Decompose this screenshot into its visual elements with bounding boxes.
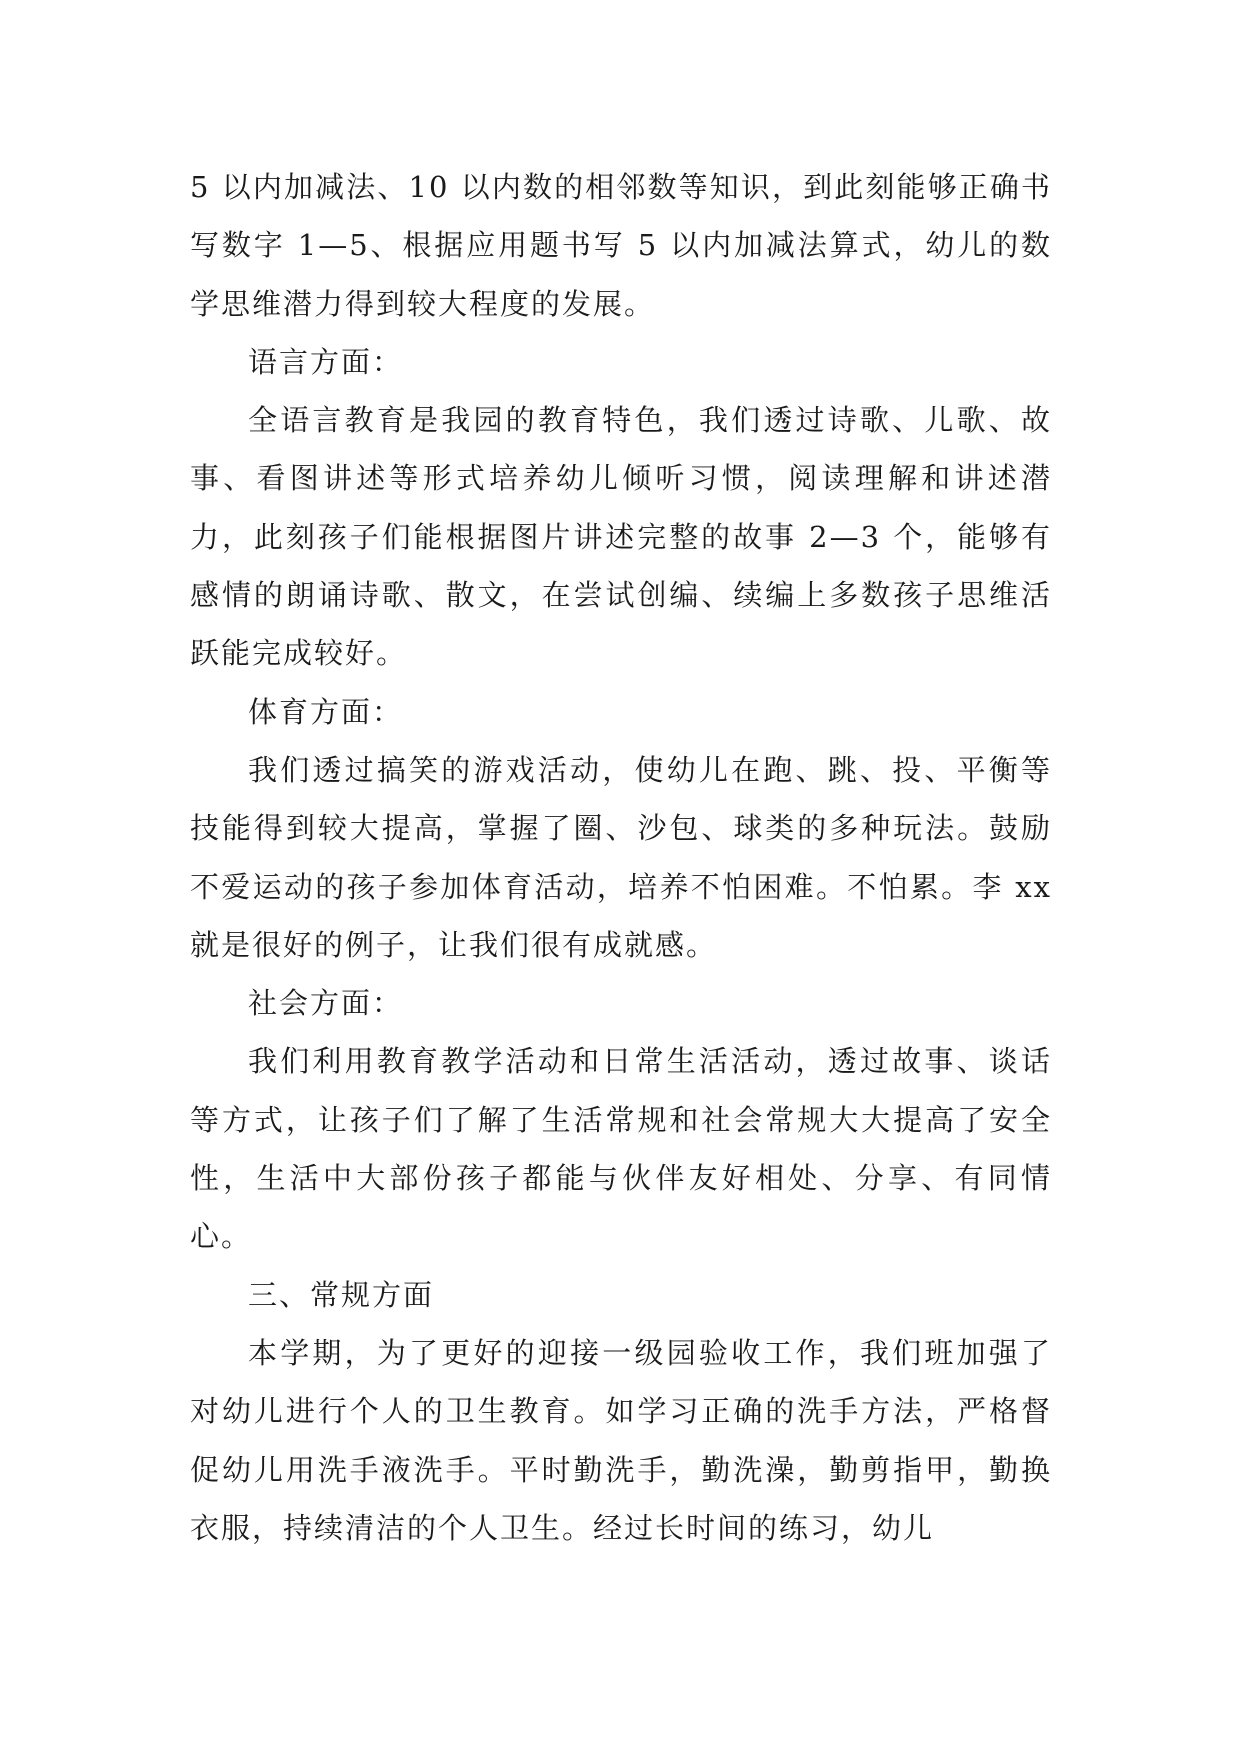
heading-social: 社会方面： bbox=[248, 986, 404, 1021]
heading-language: 语言方面： bbox=[248, 344, 404, 379]
heading-pe: 体育方面： bbox=[248, 694, 404, 729]
paragraph-language: 全语言教育是我园的教育特色，我们透过诗歌、儿歌、故事、看图讲述等形式培养幼儿倾听习惯，阅读理解和讲述潜力，此刻孩子们能根据图片讲述完整的故事 2—3 个，能够有感情的朗诵诗歌、散文，在尝试创编、续编上多数孩子思维活跃能完成较好。 bbox=[190, 403, 1052, 671]
document-body bbox=[190, 158, 1052, 1557]
paragraph-math-continued: 5 以内加减法、10 以内数的相邻数等知识，到此刻能够正确书写数字 1—5、根据应用题书写 5 以内加减法算式，幼儿的数学思维潜力得到较大程度的发展。 bbox=[190, 170, 1052, 321]
paragraph-social: 我们利用教育教学活动和日常生活活动，透过故事、谈话等方式，让孩子们了解了生活常规和社会常规大大提高了安全性，生活中大部份孩子都能与伙伴友好相处、分享、有同情心。 bbox=[190, 1044, 1052, 1254]
paragraph-routine: 本学期，为了更好的迎接一级园验收工作，我们班加强了对幼儿进行个人的卫生教育。如学习正确的洗手方法，严格督促幼儿用洗手液洗手。平时勤洗手，勤洗澡，勤剪指甲，勤换衣服，持续清洁的个人卫生。经过长时间的练习，幼儿 bbox=[190, 1335, 1052, 1545]
paragraph-pe: 我们透过搞笑的游戏活动，使幼儿在跑、跳、投、平衡等技能得到较大提高，掌握了圈、沙包、球类的多种玩法。鼓励不爱运动的孩子参加体育活动，培养不怕困难。不怕累。李 xx 就是很好的例子，让我们很有成就感。 bbox=[190, 752, 1052, 962]
heading-routine: 三、常规方面 bbox=[248, 1277, 435, 1312]
